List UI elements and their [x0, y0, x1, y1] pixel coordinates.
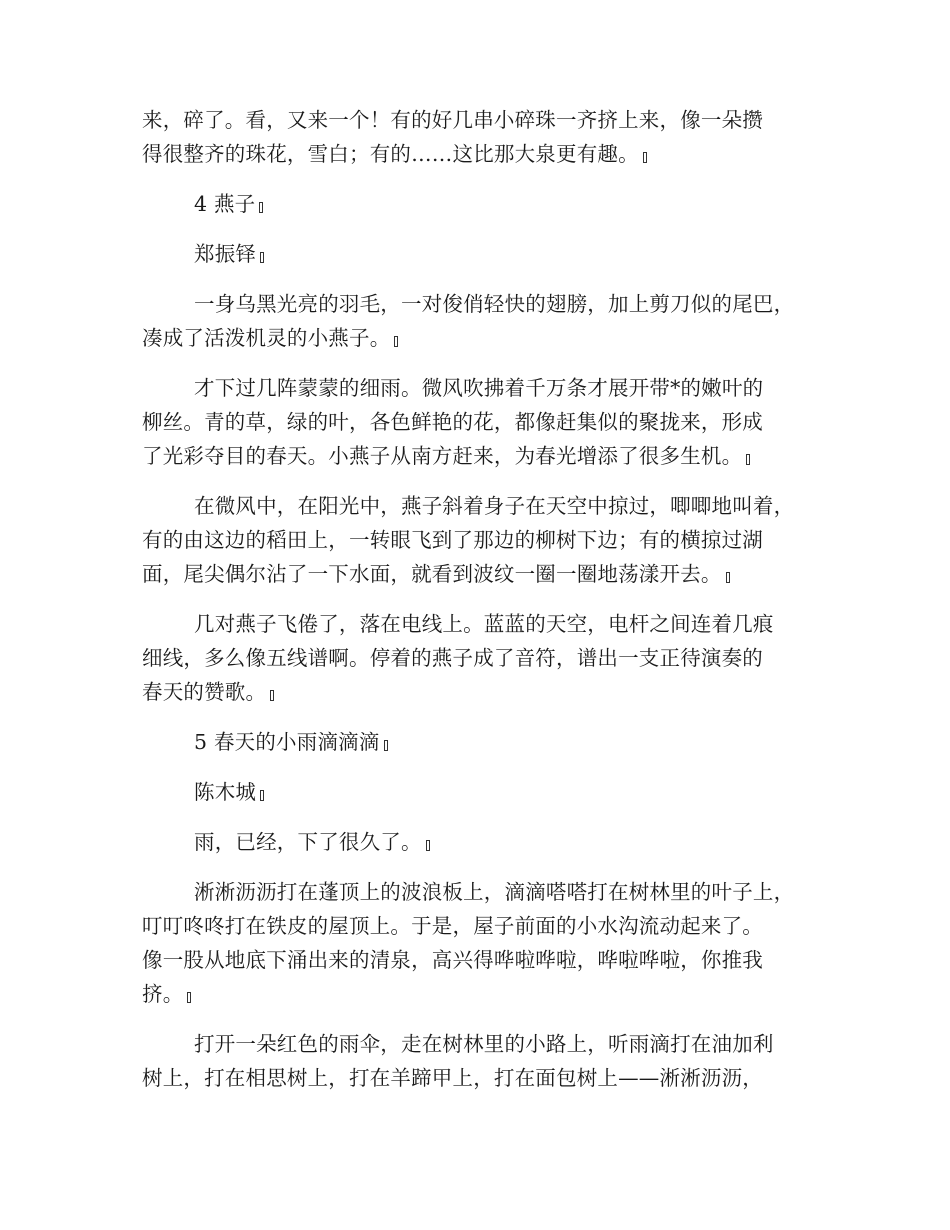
paragraph [142, 371, 832, 473]
paragraph-line: 柳丝。青的草，绿的叶，各色鲜艳的花，都像赶集似的聚拢来，形成 [142, 410, 763, 434]
paragraph [142, 775, 832, 809]
paragraph-end-mark-icon [260, 252, 264, 263]
paragraph-line: 了光彩夺目的春天。小燕子从南方赶来，为春光增添了很多生机。 [142, 439, 832, 473]
paragraph-line: 叮叮咚咚打在铁皮的屋顶上。于是，屋子前面的小水沟流动起来了。 [142, 914, 763, 938]
paragraph-line: 春天的赞歌。 [142, 675, 832, 709]
paragraph-line: 陈木城 [142, 775, 832, 809]
paragraph-line: 来，碎了。看，又来一个！有的好几串小碎珠一齐挤上来，像一朵攒 [142, 108, 763, 132]
paragraph-line: 才下过几阵蒙蒙的细雨。微风吹拂着千万条才展开带*的嫩叶的 [194, 376, 764, 400]
paragraph-end-mark-icon [394, 336, 398, 347]
paragraph-end-mark-icon [187, 992, 191, 1003]
paragraph-end-mark-icon [384, 740, 388, 751]
paragraph-end-mark-icon [270, 690, 274, 701]
paragraph-line: 在微风中，在阳光中，燕子斜着身子在天空中掠过，唧唧地叫着， [194, 494, 795, 518]
paragraph-line: 树上，打在相思树上，打在羊蹄甲上，打在面包树上——淅淅沥沥， [142, 1066, 763, 1090]
document-page [142, 103, 832, 1111]
paragraph-line: 打开一朵红色的雨伞，走在树林里的小路上，听雨滴打在油加利 [194, 1032, 774, 1056]
paragraph-line: 得很整齐的珠花，雪白；有的……这比那大泉更有趣。 [142, 137, 832, 171]
paragraph-end-mark-icon [426, 840, 430, 851]
paragraph [142, 725, 832, 759]
paragraph [142, 825, 832, 859]
paragraph [142, 103, 832, 171]
paragraph-end-mark-icon [260, 790, 264, 801]
paragraph-line: 像一股从地底下涌出来的清泉，高兴得哗啦哗啦，哗啦哗啦，你推我 [142, 948, 763, 972]
paragraph-line: 5 春天的小雨滴滴滴 [142, 725, 832, 759]
paragraph-line: 一身乌黑光亮的羽毛，一对俊俏轻快的翅膀，加上剪刀似的尾巴， [194, 292, 795, 316]
paragraph-line: 几对燕子飞倦了，落在电线上。蓝蓝的天空，电杆之间连着几痕 [194, 612, 774, 636]
paragraph [142, 875, 832, 1011]
paragraph-line: 细线，多么像五线谱啊。停着的燕子成了音符，谱出一支正待演奏的 [142, 646, 763, 670]
paragraph-line: 面，尾尖偶尔沾了一下水面，就看到波纹一圈一圈地荡漾开去。 [142, 557, 832, 591]
paragraph-line: 郑振铎 [142, 237, 832, 271]
paragraph [142, 489, 832, 591]
paragraph-line: 雨，已经，下了很久了。 [142, 825, 832, 859]
paragraph-end-mark-icon [643, 152, 647, 163]
paragraph-line: 挤。 [142, 977, 832, 1011]
paragraph [142, 187, 832, 221]
paragraph [142, 607, 832, 709]
paragraph-line: 4 燕子 [142, 187, 832, 221]
paragraph [142, 287, 832, 355]
paragraph [142, 1027, 832, 1095]
paragraph-end-mark-icon [259, 202, 263, 213]
paragraph [142, 237, 832, 271]
paragraph-line: 有的由这边的稻田上，一转眼飞到了那边的柳树下边；有的横掠过湖 [142, 528, 763, 552]
paragraph-line: 凑成了活泼机灵的小燕子。 [142, 321, 832, 355]
paragraph-end-mark-icon [746, 454, 750, 465]
paragraph-line: 淅淅沥沥打在蓬顶上的波浪板上，滴滴嗒嗒打在树林里的叶子上， [194, 880, 795, 904]
paragraph-end-mark-icon [726, 572, 730, 583]
